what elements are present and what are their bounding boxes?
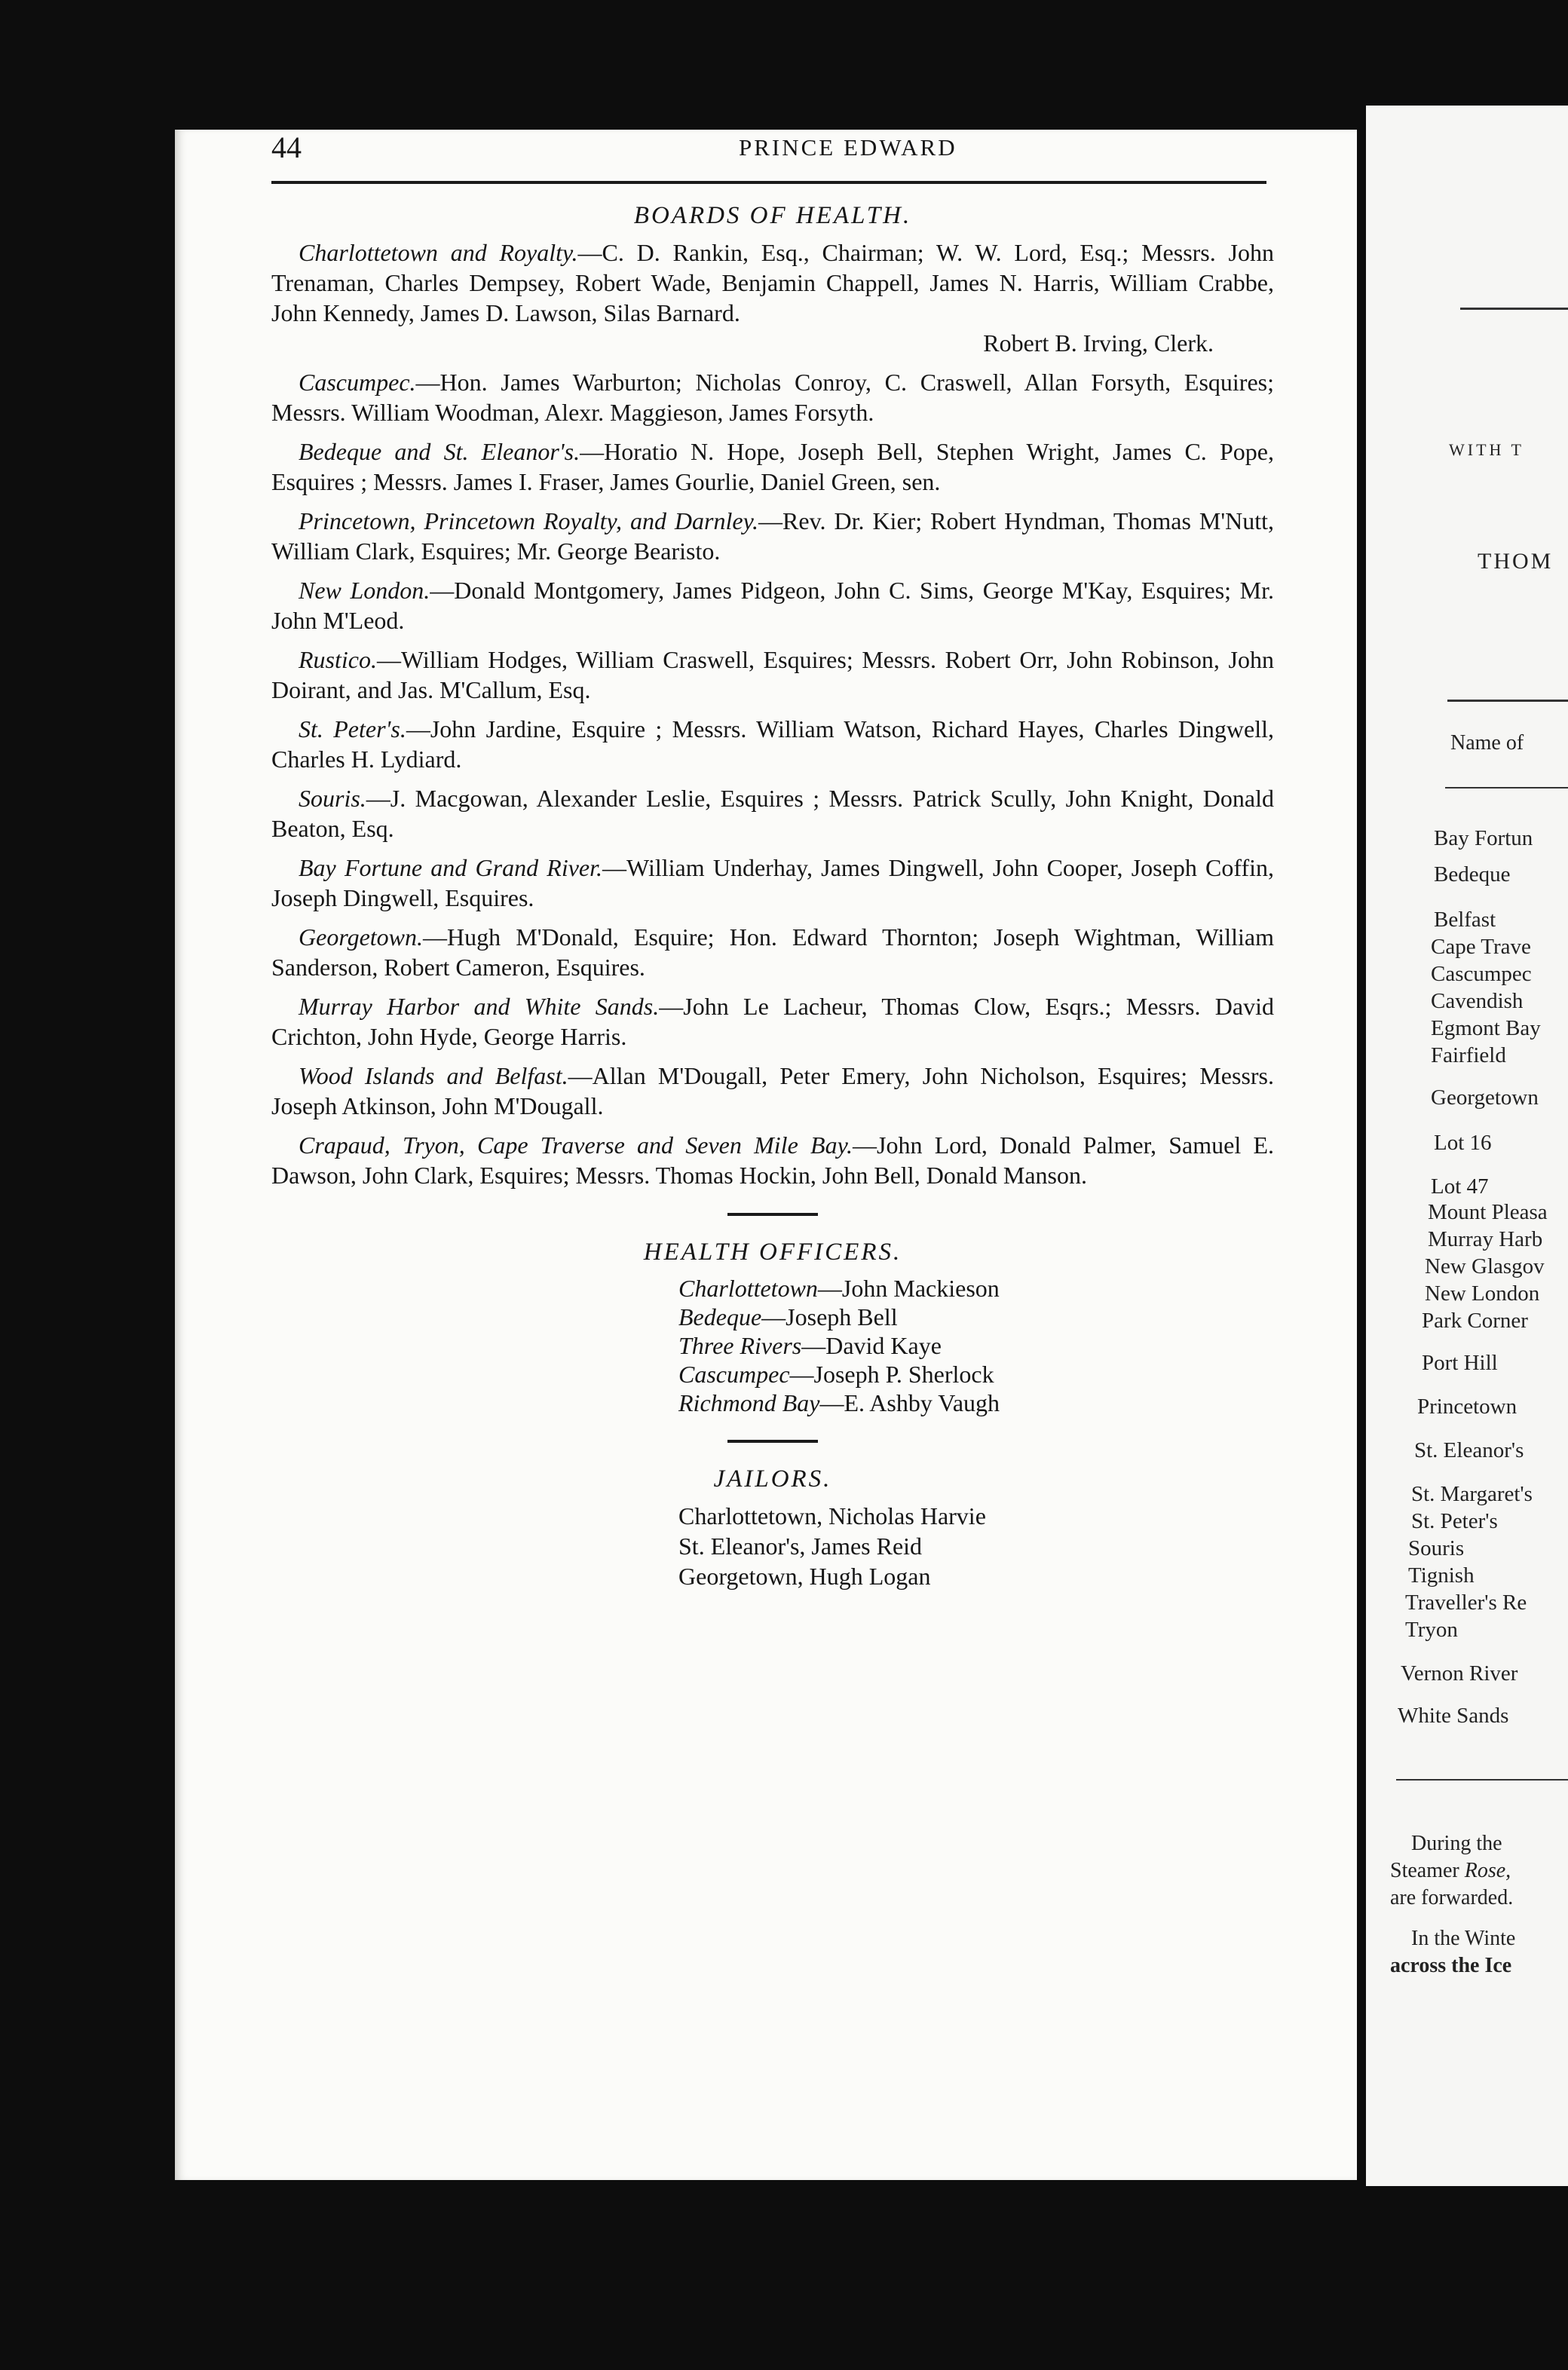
- list-item: [678, 1303, 1274, 1331]
- footer-text: are forwarded.: [1390, 1886, 1514, 1909]
- right-header-rule: [1460, 308, 1568, 310]
- place-name: Cascumpec: [1431, 962, 1532, 986]
- board-place: Charlottetown and Royalty.: [299, 239, 578, 266]
- officer-name: —David Kaye: [801, 1332, 942, 1359]
- place-name: Princetown: [1417, 1395, 1517, 1419]
- health-officers-title: HEALTH OFFICERS.: [643, 1239, 902, 1266]
- board-place: New London.: [299, 577, 430, 604]
- place-name: Traveller's Re: [1405, 1591, 1527, 1615]
- footer-text: During the: [1411, 1832, 1502, 1855]
- right-page: [1366, 106, 1568, 2186]
- boards-of-health-title: BOARDS OF HEALTH.: [633, 202, 912, 229]
- section-divider: [727, 1213, 818, 1216]
- list-item: [678, 1274, 1274, 1303]
- table-rule: [1445, 787, 1568, 788]
- officer-place: Bedeque: [678, 1303, 762, 1330]
- officer-place: Three Rivers: [678, 1332, 802, 1359]
- column-header: Name of: [1450, 731, 1524, 755]
- board-place: Bedeque and St. Eleanor's.: [299, 438, 580, 465]
- board-members: —Horatio N. Hope, Joseph Bell, Stephen Wright, James C. Pope, Esquires ; Messrs. James I. Fraser, James Gourlie, Daniel Green, sen.: [271, 438, 1275, 495]
- place-name: Tignish: [1408, 1563, 1475, 1588]
- board-place: Bay Fortune and Grand River.: [299, 854, 603, 881]
- place-name: Mount Pleasa: [1428, 1200, 1548, 1224]
- table-rule: [1396, 1779, 1568, 1781]
- list-item: [678, 1389, 1274, 1417]
- board-entry: [271, 991, 1274, 1052]
- place-name: Egmont Bay: [1431, 1016, 1541, 1040]
- place-name: St. Eleanor's: [1414, 1438, 1524, 1462]
- officer-name: —Joseph P. Sherlock: [789, 1361, 994, 1388]
- place-name: New Glasgov: [1425, 1254, 1545, 1278]
- board-entry: [271, 367, 1274, 427]
- footer-text: In the Winte: [1411, 1927, 1516, 1950]
- board-members: —Hon. James Warburton; Nicholas Conroy, C. Craswell, Allan Forsyth, Esquires; Messrs. William Woodman, Alexr. Maggieson, James Forsyth.: [271, 369, 1274, 426]
- health-officers-list: [678, 1274, 1274, 1417]
- board-place: Wood Islands and Belfast.: [299, 1062, 568, 1089]
- board-members: —Hugh M'Donald, Esquire; Hon. Edward Thornton; Joseph Wightman, William Sanderson, Robert Cameron, Esquires.: [271, 923, 1274, 981]
- board-members: —John Le Lacheur, Thomas Clow, Esqrs.; Messrs. David Crichton, John Hyde, George Harris.: [271, 993, 1275, 1050]
- text-column: [271, 198, 1274, 1591]
- place-name: Bay Fortun: [1434, 826, 1533, 850]
- list-item: [678, 1360, 1274, 1389]
- running-title: PRINCE EDWARD: [739, 134, 957, 161]
- table-rule: [1447, 700, 1568, 702]
- board-entry: [271, 1130, 1274, 1190]
- officer-place: Cascumpec: [678, 1361, 790, 1388]
- board-place: Cascumpec.: [299, 369, 416, 396]
- board-place: Rustico.: [299, 646, 377, 673]
- place-name: Lot 47: [1431, 1174, 1489, 1199]
- board-members: —C. D. Rankin, Esq., Chairman; W. W. Lord, Esq.; Messrs. John Trenaman, Charles Dempsey, Robert Wade, Benjamin Chappell, James N. Harris, William Crabbe, John Kennedy, James D. Lawson, Silas Barnard.: [271, 239, 1274, 326]
- board-place: Princetown, Princetown Royalty, and Darnley.: [299, 507, 759, 534]
- place-name: Georgetown: [1431, 1085, 1539, 1110]
- place-name: Lot 16: [1434, 1131, 1492, 1155]
- footer-text: Steamer Rose,: [1390, 1859, 1511, 1882]
- board-entry: [271, 575, 1274, 635]
- officer-name: —Joseph Bell: [761, 1303, 898, 1330]
- right-heading: WITH T: [1449, 440, 1524, 459]
- place-name: Murray Harb: [1428, 1227, 1543, 1251]
- board-entry: [271, 922, 1274, 982]
- list-item: Georgetown, Hugh Logan: [678, 1563, 931, 1590]
- board-entry: [271, 436, 1274, 497]
- place-name: Cavendish: [1431, 989, 1524, 1013]
- place-name: Souris: [1408, 1536, 1465, 1560]
- place-name: Bedeque: [1434, 862, 1511, 886]
- list-item: St. Eleanor's, James Reid: [678, 1533, 923, 1560]
- board-place: Crapaud, Tryon, Cape Traverse and Seven Mile Bay.: [299, 1131, 853, 1159]
- board-place: St. Peter's.: [299, 715, 406, 743]
- board-members: —John Jardine, Esquire ; Messrs. William Watson, Richard Hayes, Charles Dingwell, Charles H. Lydiard.: [271, 715, 1275, 773]
- running-head: [271, 130, 1266, 175]
- place-name: Vernon River: [1401, 1661, 1518, 1686]
- board-entry: [271, 506, 1274, 566]
- board-members: —J. Macgowan, Alexander Leslie, Esquires ; Messrs. Patrick Scully, John Knight, Donald Beaton, Esq.: [271, 785, 1274, 842]
- header-rule: [271, 181, 1266, 184]
- board-members: —Rev. Dr. Kier; Robert Hyndman, Thomas M'Nutt, William Clark, Esquires; Mr. George Bearisto.: [271, 507, 1275, 565]
- page-number: 44: [271, 130, 302, 164]
- board-entry: [271, 783, 1274, 844]
- place-name: St. Peter's: [1411, 1509, 1498, 1533]
- section-divider: [727, 1440, 818, 1443]
- board-members: —Allan M'Dougall, Peter Emery, John Nicholson, Esquires; Messrs. Joseph Atkinson, John M'Dougall.: [271, 1062, 1275, 1119]
- board-place: Souris.: [299, 785, 366, 812]
- jailors-title: JAILORS.: [713, 1465, 832, 1493]
- board-members: —Donald Montgomery, James Pidgeon, John C. Sims, George M'Kay, Esquires; Mr. John M'Leod.: [271, 577, 1275, 634]
- board-members: —William Hodges, William Craswell, Esquires; Messrs. Robert Orr, John Robinson, John Doirant, and Jas. M'Callum, Esq.: [271, 646, 1274, 703]
- board-place: Murray Harbor and White Sands.: [299, 993, 660, 1020]
- place-name: New London: [1425, 1281, 1540, 1306]
- right-subheading: THOM: [1478, 549, 1554, 574]
- footer-text: across the Ice: [1390, 1954, 1512, 1977]
- board-members: —William Underhay, James Dingwell, John Cooper, Joseph Coffin, Joseph Dingwell, Esquires.: [271, 854, 1275, 911]
- clerk-signature: Robert B. Irving, Clerk.: [983, 329, 1214, 357]
- place-name: Cape Trave: [1431, 935, 1531, 959]
- board-entry: [271, 853, 1274, 913]
- officer-place: Richmond Bay: [678, 1389, 820, 1416]
- officer-place: Charlottetown: [678, 1275, 818, 1302]
- place-name: Port Hill: [1422, 1351, 1498, 1375]
- place-name: Fairfield: [1431, 1043, 1506, 1067]
- officer-name: —John Mackieson: [817, 1275, 1000, 1302]
- board-entry: [271, 1061, 1274, 1121]
- officer-name: —E. Ashby Vaugh: [819, 1389, 1000, 1416]
- list-item: Charlottetown, Nicholas Harvie: [678, 1502, 986, 1529]
- board-entry: [271, 714, 1274, 774]
- board-members: —John Lord, Donald Palmer, Samuel E. Dawson, John Clark, Esquires; Messrs. Thomas Hockin, John Bell, Donald Manson.: [271, 1131, 1275, 1189]
- place-name: Tryon: [1405, 1618, 1458, 1642]
- list-item: [678, 1331, 1274, 1360]
- place-name: Belfast: [1434, 908, 1496, 932]
- place-name: St. Margaret's: [1411, 1482, 1533, 1506]
- place-name: Park Corner: [1422, 1309, 1528, 1333]
- place-name: White Sands: [1398, 1704, 1509, 1728]
- board-entry: [271, 237, 1274, 358]
- jailors-list: [678, 1501, 1274, 1591]
- board-place: Georgetown.: [299, 923, 424, 951]
- board-entry: [271, 645, 1274, 705]
